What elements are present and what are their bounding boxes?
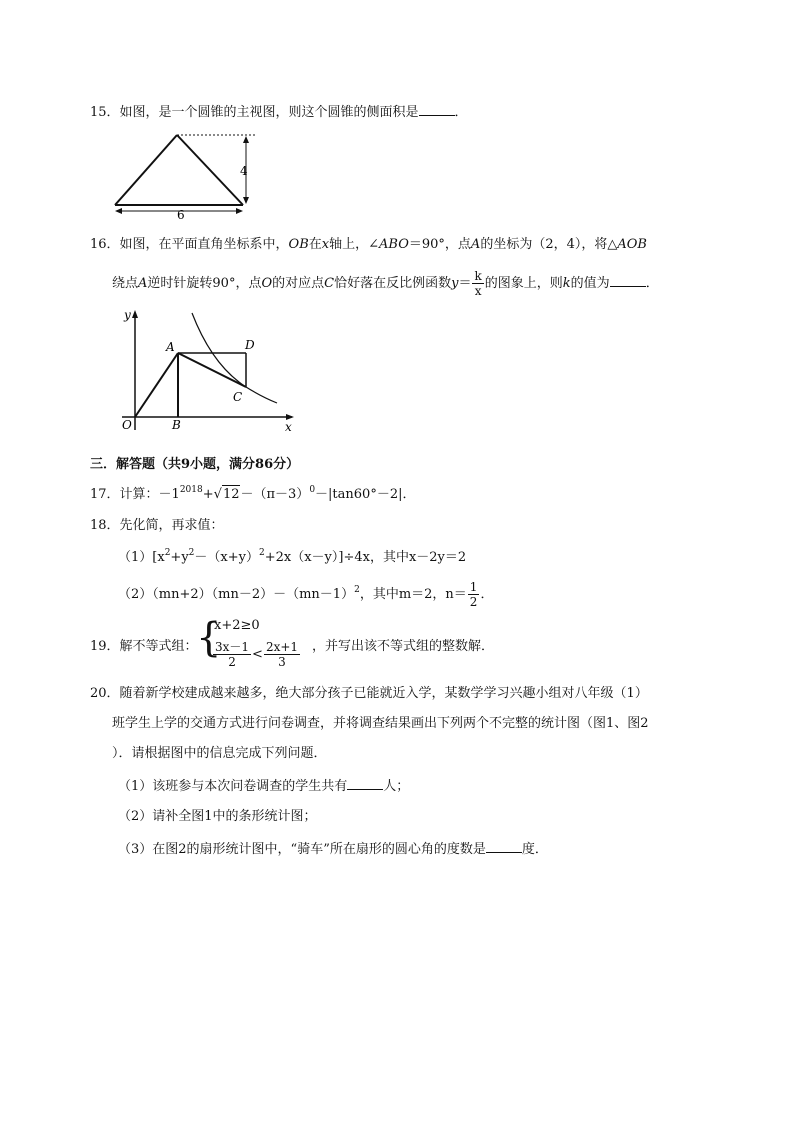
q19-row1: x+2≥0 <box>214 618 260 633</box>
q20-sub1: （1）该班参与本次问卷调查的学生共有 人； <box>118 779 410 794</box>
svg-text:D: D <box>245 338 255 352</box>
width-label: 6 <box>177 208 185 220</box>
cone-right-edge <box>177 135 243 205</box>
q20-line3: ）．请根据图中的信息完成下列问题． <box>112 746 327 761</box>
q16-answer-blank <box>610 274 646 287</box>
q19-row2: $\frac{3x-1}{2}$ < $\frac{2x+1}{3}$ <box>215 640 299 669</box>
svg-text:y: y <box>124 308 131 322</box>
q20-sub3: （3）在图2的扇形统计图中，“骑车”所在扇形的圆心角的度数是 度． <box>118 842 548 857</box>
section-3-heading: 三．解答题（共9小题，满分86分） <box>90 457 300 472</box>
k-over-x-fraction: $\frac{k}{x}$ <box>474 269 482 298</box>
svg-text:C: C <box>233 390 243 404</box>
inequality-brace: { <box>196 615 222 661</box>
q20-answer-blank-1 <box>347 777 383 790</box>
q18-part2: $(2)(mn+2)(mn-2)-(mn-1)^2$，其中m＝2，n＝ $\frac{1}{2}$ ． <box>118 580 494 609</box>
q16-line2: 绕点A逆时针旋转90°，点O的对应点C恰好落在反比例函数y＝ $\frac{k}{x}$ 的图象上，则k的值为 ． <box>112 269 659 298</box>
cone-left-edge <box>115 135 177 205</box>
q15-text: 15．如图，是一个圆锥的主视图，则这个圆锥的侧面积是 ． <box>90 105 468 120</box>
cone-front-view-figure <box>105 125 275 220</box>
svg-text:B: B <box>172 418 181 432</box>
q19-tail: ，并写出该不等式组的整数解． <box>312 639 495 654</box>
height-label: 4 <box>240 164 248 178</box>
q19-label: 19．解不等式组： <box>90 639 198 654</box>
q20-line1: 20．随着新学校建成越来越多，绝大部分孩子已能就近入学，某数学学习兴趣小组对八年级（1） <box>90 686 648 701</box>
q17-text: 17．计算：$-1^{2018}+√12-(\pi-3)^0-|\tan 60^\circ-2|$． <box>90 485 416 502</box>
svg-text:A: A <box>166 340 175 354</box>
svg-text:O: O <box>122 418 132 432</box>
q15-answer-blank <box>419 103 455 116</box>
svg-text:x: x <box>285 420 292 434</box>
segment-ac <box>178 353 246 387</box>
coordinate-figure <box>112 305 302 435</box>
one-half-fraction: $\frac{1}{2}$ <box>469 580 478 609</box>
q20-line2: 班学生上学的交通方式进行问卷调查，并将调查结果画出下列两个不完整的统计图（图1、图2 <box>112 716 649 731</box>
q20-answer-blank-3 <box>486 840 522 853</box>
q20-sub2: （2）请补全图1中的条形统计图； <box>118 809 317 824</box>
q18-part1: $(1)[x^2+y^2-(x+y)^2+2x(x-y)]\div 4x$，其中x－2y＝2 <box>118 548 467 565</box>
q18-title: 18．先化简，再求值： <box>90 518 224 533</box>
q16-line1: 16．如图，在平面直角坐标系中，OB在x轴上，∠ABO＝90°，点A的坐标为（2，4），将△AOB <box>90 237 647 252</box>
segment-oa <box>135 353 178 417</box>
